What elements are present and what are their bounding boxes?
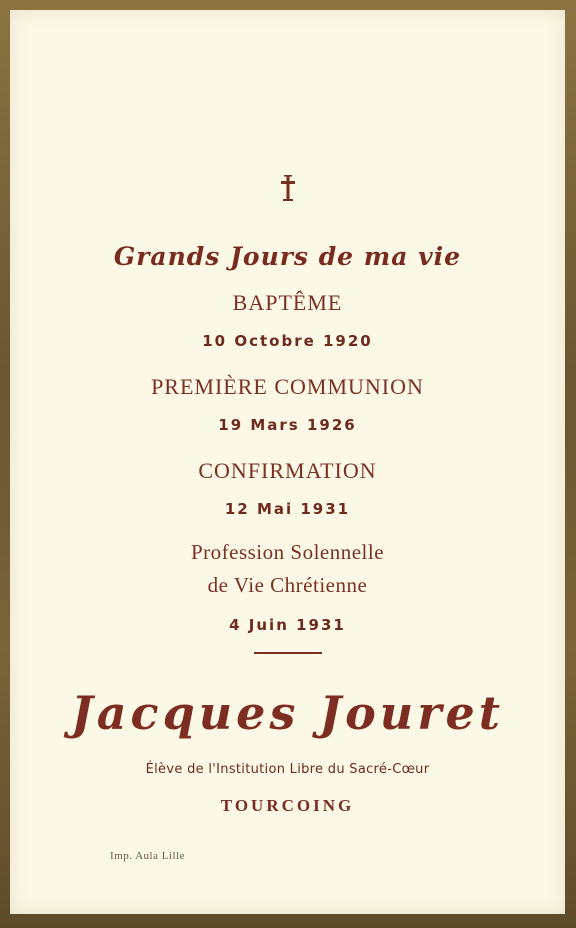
section-title-communion: PREMIÈRE COMMUNION: [151, 374, 424, 399]
section-date-confirmation: 12 Mai 1931: [224, 500, 351, 518]
printer-mark: Imp. Aula Lille: [110, 850, 186, 862]
card-heading: Grands Jours de ma vie: [113, 242, 462, 271]
school-line: Élève de l'Institution Libre du Sacré-Cœur: [145, 762, 430, 777]
card-paper: [10, 10, 565, 914]
profession-line-1: Profession Solennelle: [190, 540, 385, 564]
section-title-bapteme: BAPTÊME: [232, 290, 343, 315]
section-date-communion: 19 Mars 1926: [218, 416, 357, 434]
cross-icon: [10, 174, 565, 207]
city-name: TOURCOING: [220, 796, 355, 815]
section-date-bapteme: 10 Octobre 1920: [202, 332, 373, 350]
section-title-confirmation: CONFIRMATION: [198, 458, 377, 483]
divider-rule: [254, 652, 322, 654]
profession-date: 4 Juin 1931: [229, 616, 346, 634]
profession-line-2: de Vie Chrétienne: [207, 573, 368, 597]
person-name: Jacques Jouret: [70, 686, 504, 740]
